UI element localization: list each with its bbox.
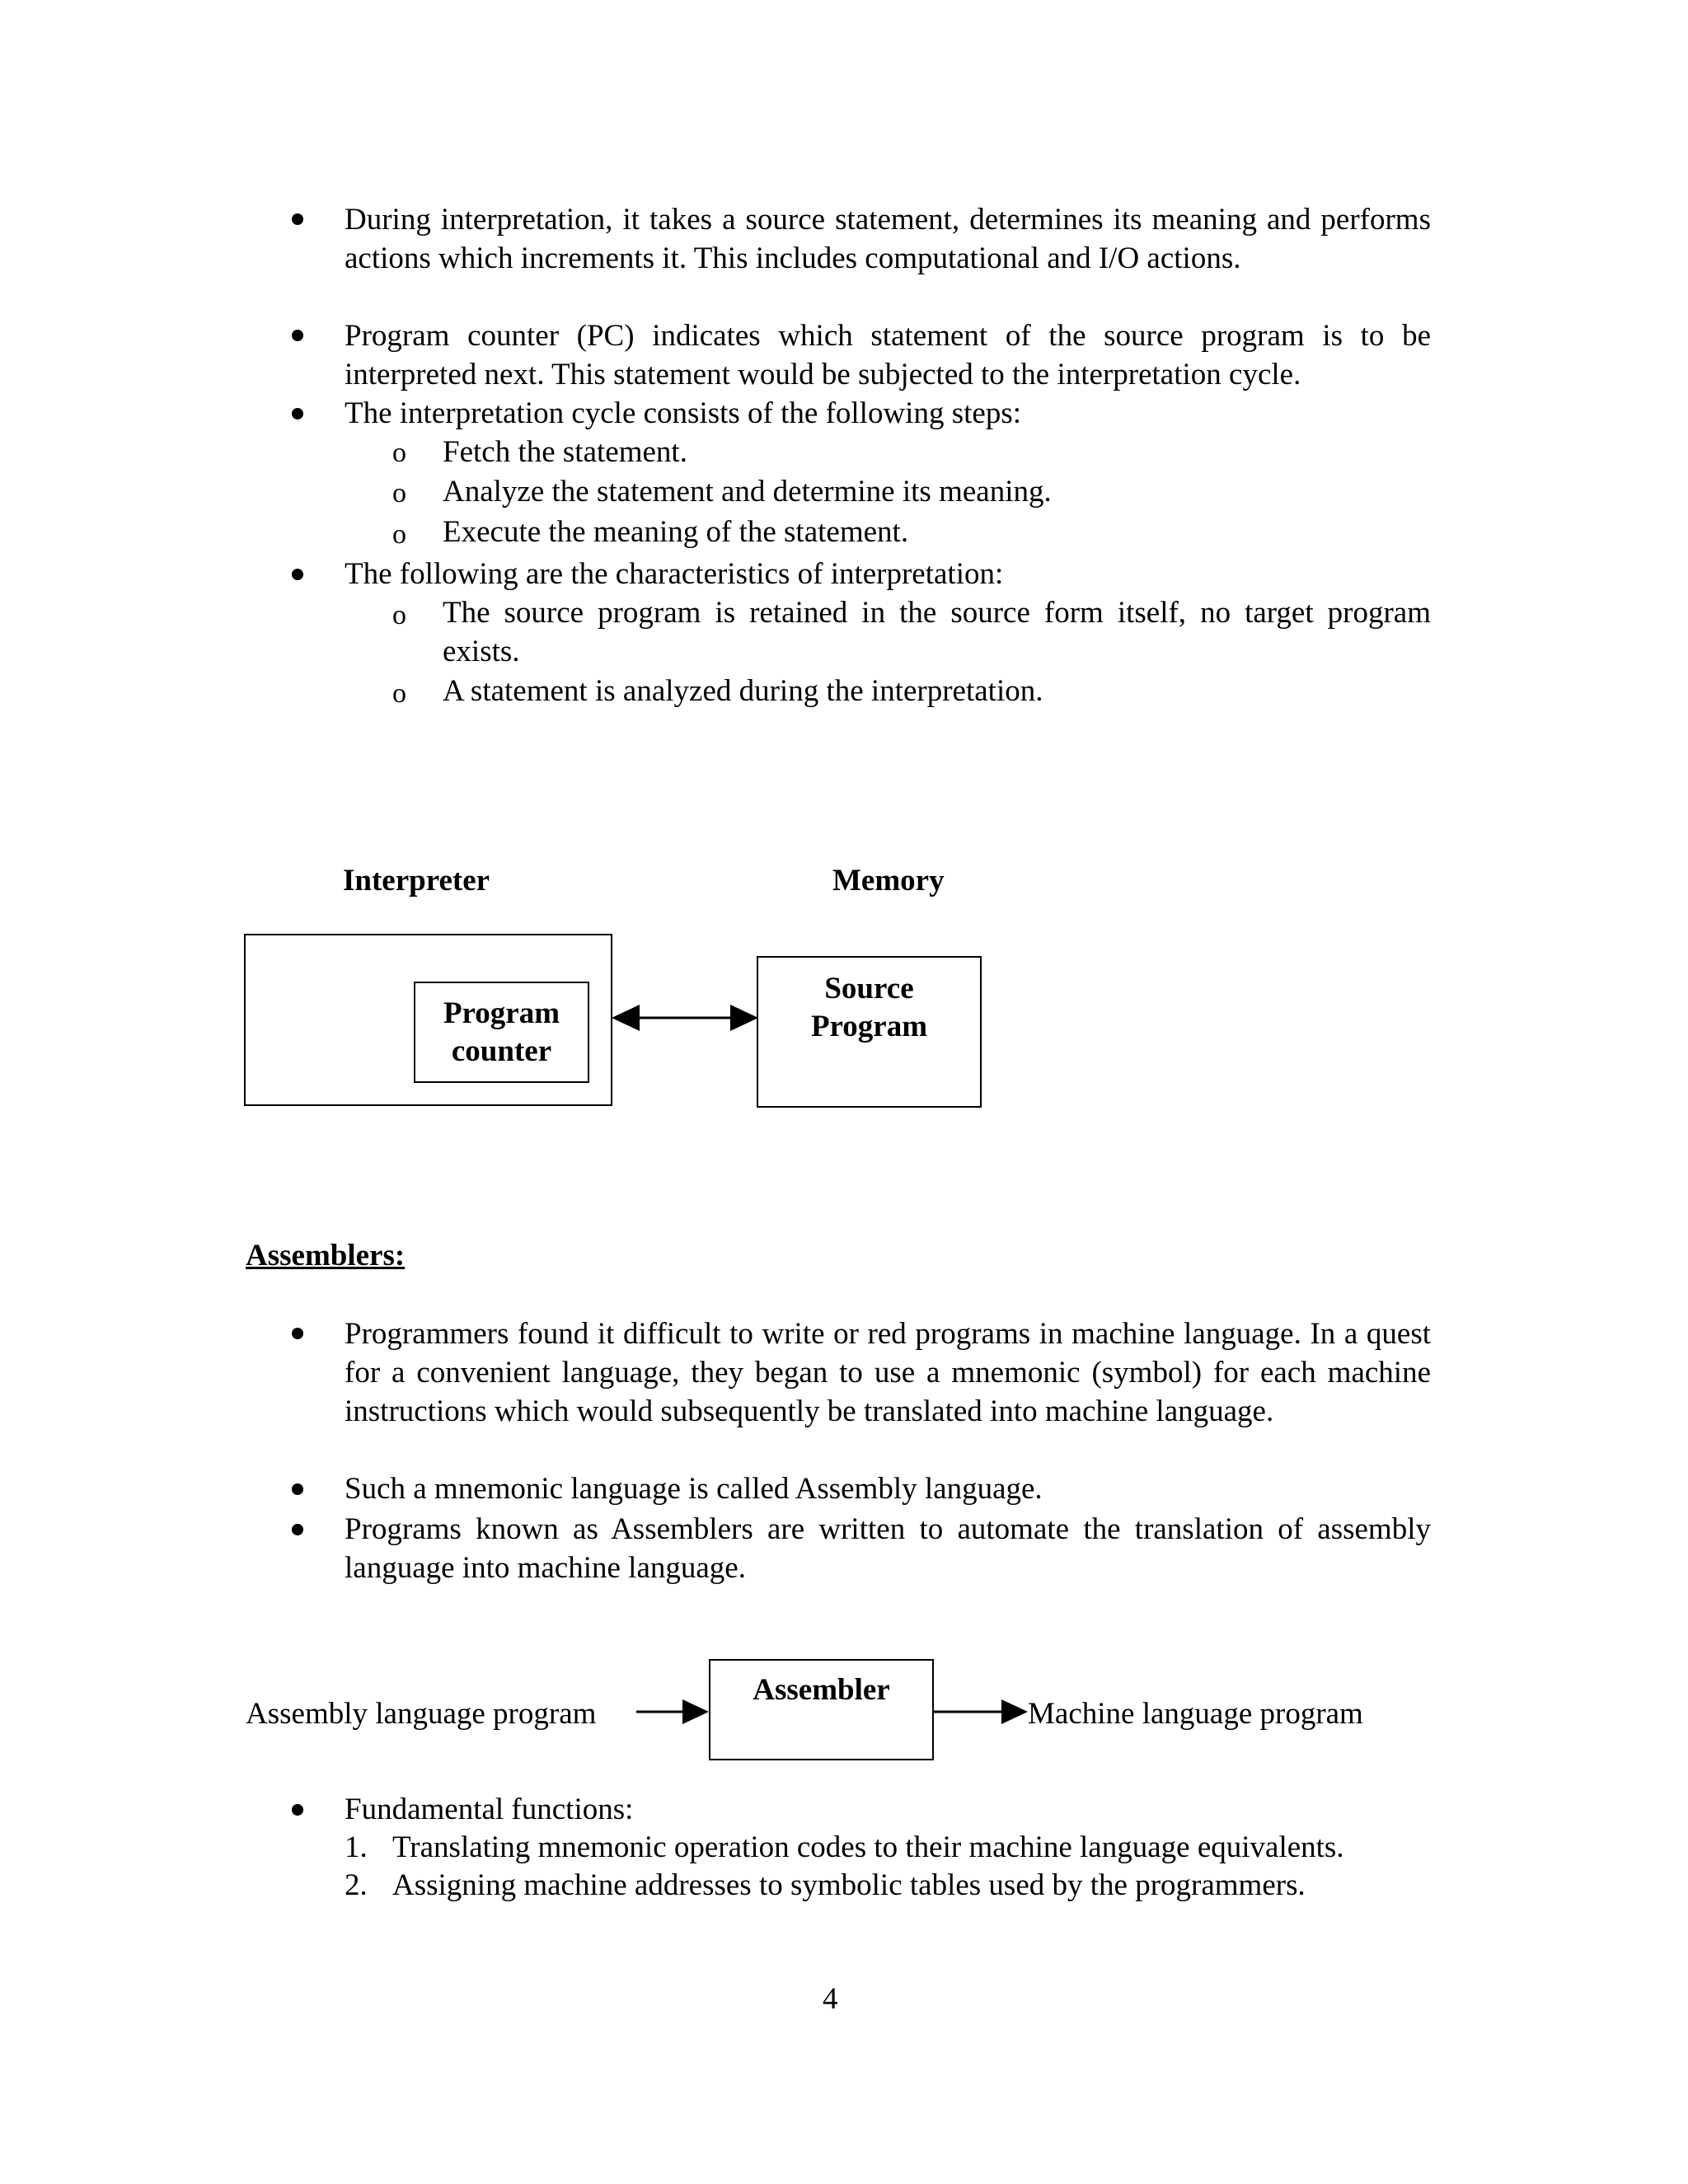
sub-bullet-marker: o [392,678,406,709]
characteristic: A statement is analyzed during the interpretation. [443,674,1043,708]
section-heading: Assemblers: [246,1239,406,1272]
fundamental-label: Fundamental functions: [345,1793,634,1826]
bidirectional-arrow [610,1001,760,1034]
page-number: 4 [823,1982,838,2016]
output-arrow [932,1698,1029,1726]
sub-bullet-marker: o [392,519,406,550]
program-counter-line2: counter [451,1034,552,1068]
list-item: Assigning machine addresses to symbolic tables used by the programmers. [392,1868,1306,1902]
arrow-head-right [730,1005,758,1031]
bullet-dot [292,408,303,419]
bullet-text: Program counter (PC) indicates which statement of the source program is to be interpreted next. This statement would be subjected to the interpretation cycle. [345,319,1431,391]
bullet-text: During interpretation, it takes a source statement, determines its meaning and performs actions which increments it. This includes computational and I/O actions. [345,203,1431,275]
bullet-dot [292,1524,303,1535]
source-program-line2: Program [810,1010,928,1043]
characteristic: The source program is retained in the source form itself, no target program exists. [443,596,1431,668]
cycle-step: Execute the meaning of the statement. [443,515,909,549]
list-number: 2. [345,1868,368,1902]
bullet-text: Such a mnemonic language is called Assembly language. [345,1472,1043,1506]
source-program-box [757,956,982,1108]
program-counter-box [414,982,589,1083]
bullet-text: Programmers found it difficult to write or red programs in machine language. In a quest for a convenient language, they began to use a mnemonic (symbol) for each machine instructions which would subsequently be translated into machine language. [345,1317,1431,1428]
program-counter-line1: Program [443,996,560,1030]
interpreter-label: Interpreter [343,864,490,898]
input-arrow [635,1698,710,1726]
output-label: Machine language program [1028,1697,1363,1731]
sub-bullet-marker: o [392,600,406,630]
bullet-text: The interpretation cycle consists of the following steps: [345,396,1021,430]
cycle-step: Analyze the statement and determine its meaning. [443,475,1052,509]
cycle-step: Fetch the statement. [443,435,687,469]
arrow-head [682,1699,709,1724]
list-item: Translating mnemonic operation codes to their machine language equivalents. [392,1830,1344,1864]
memory-label: Memory [832,864,945,898]
source-program-line1: Source [824,972,914,1005]
bullet-dot [292,1328,303,1339]
assembler-label: Assembler [753,1673,890,1707]
bullet-text: Programs known as Assemblers are written to automate the translation of assembly language into machine language. [345,1512,1431,1585]
bullet-dot [292,330,303,341]
assembler-box [709,1659,934,1760]
bullet-dot [292,1804,303,1816]
bullet-text: The following are the characteristics of interpretation: [345,557,1004,591]
bullet-dot [292,213,303,225]
input-label: Assembly language program [246,1697,597,1731]
bullet-dot [292,569,303,580]
arrow-head [1001,1699,1028,1724]
bullet-dot [292,1483,303,1495]
list-number: 1. [345,1830,368,1864]
arrow-head-left [612,1005,640,1031]
sub-bullet-marker: o [392,438,406,468]
sub-bullet-marker: o [392,478,406,509]
